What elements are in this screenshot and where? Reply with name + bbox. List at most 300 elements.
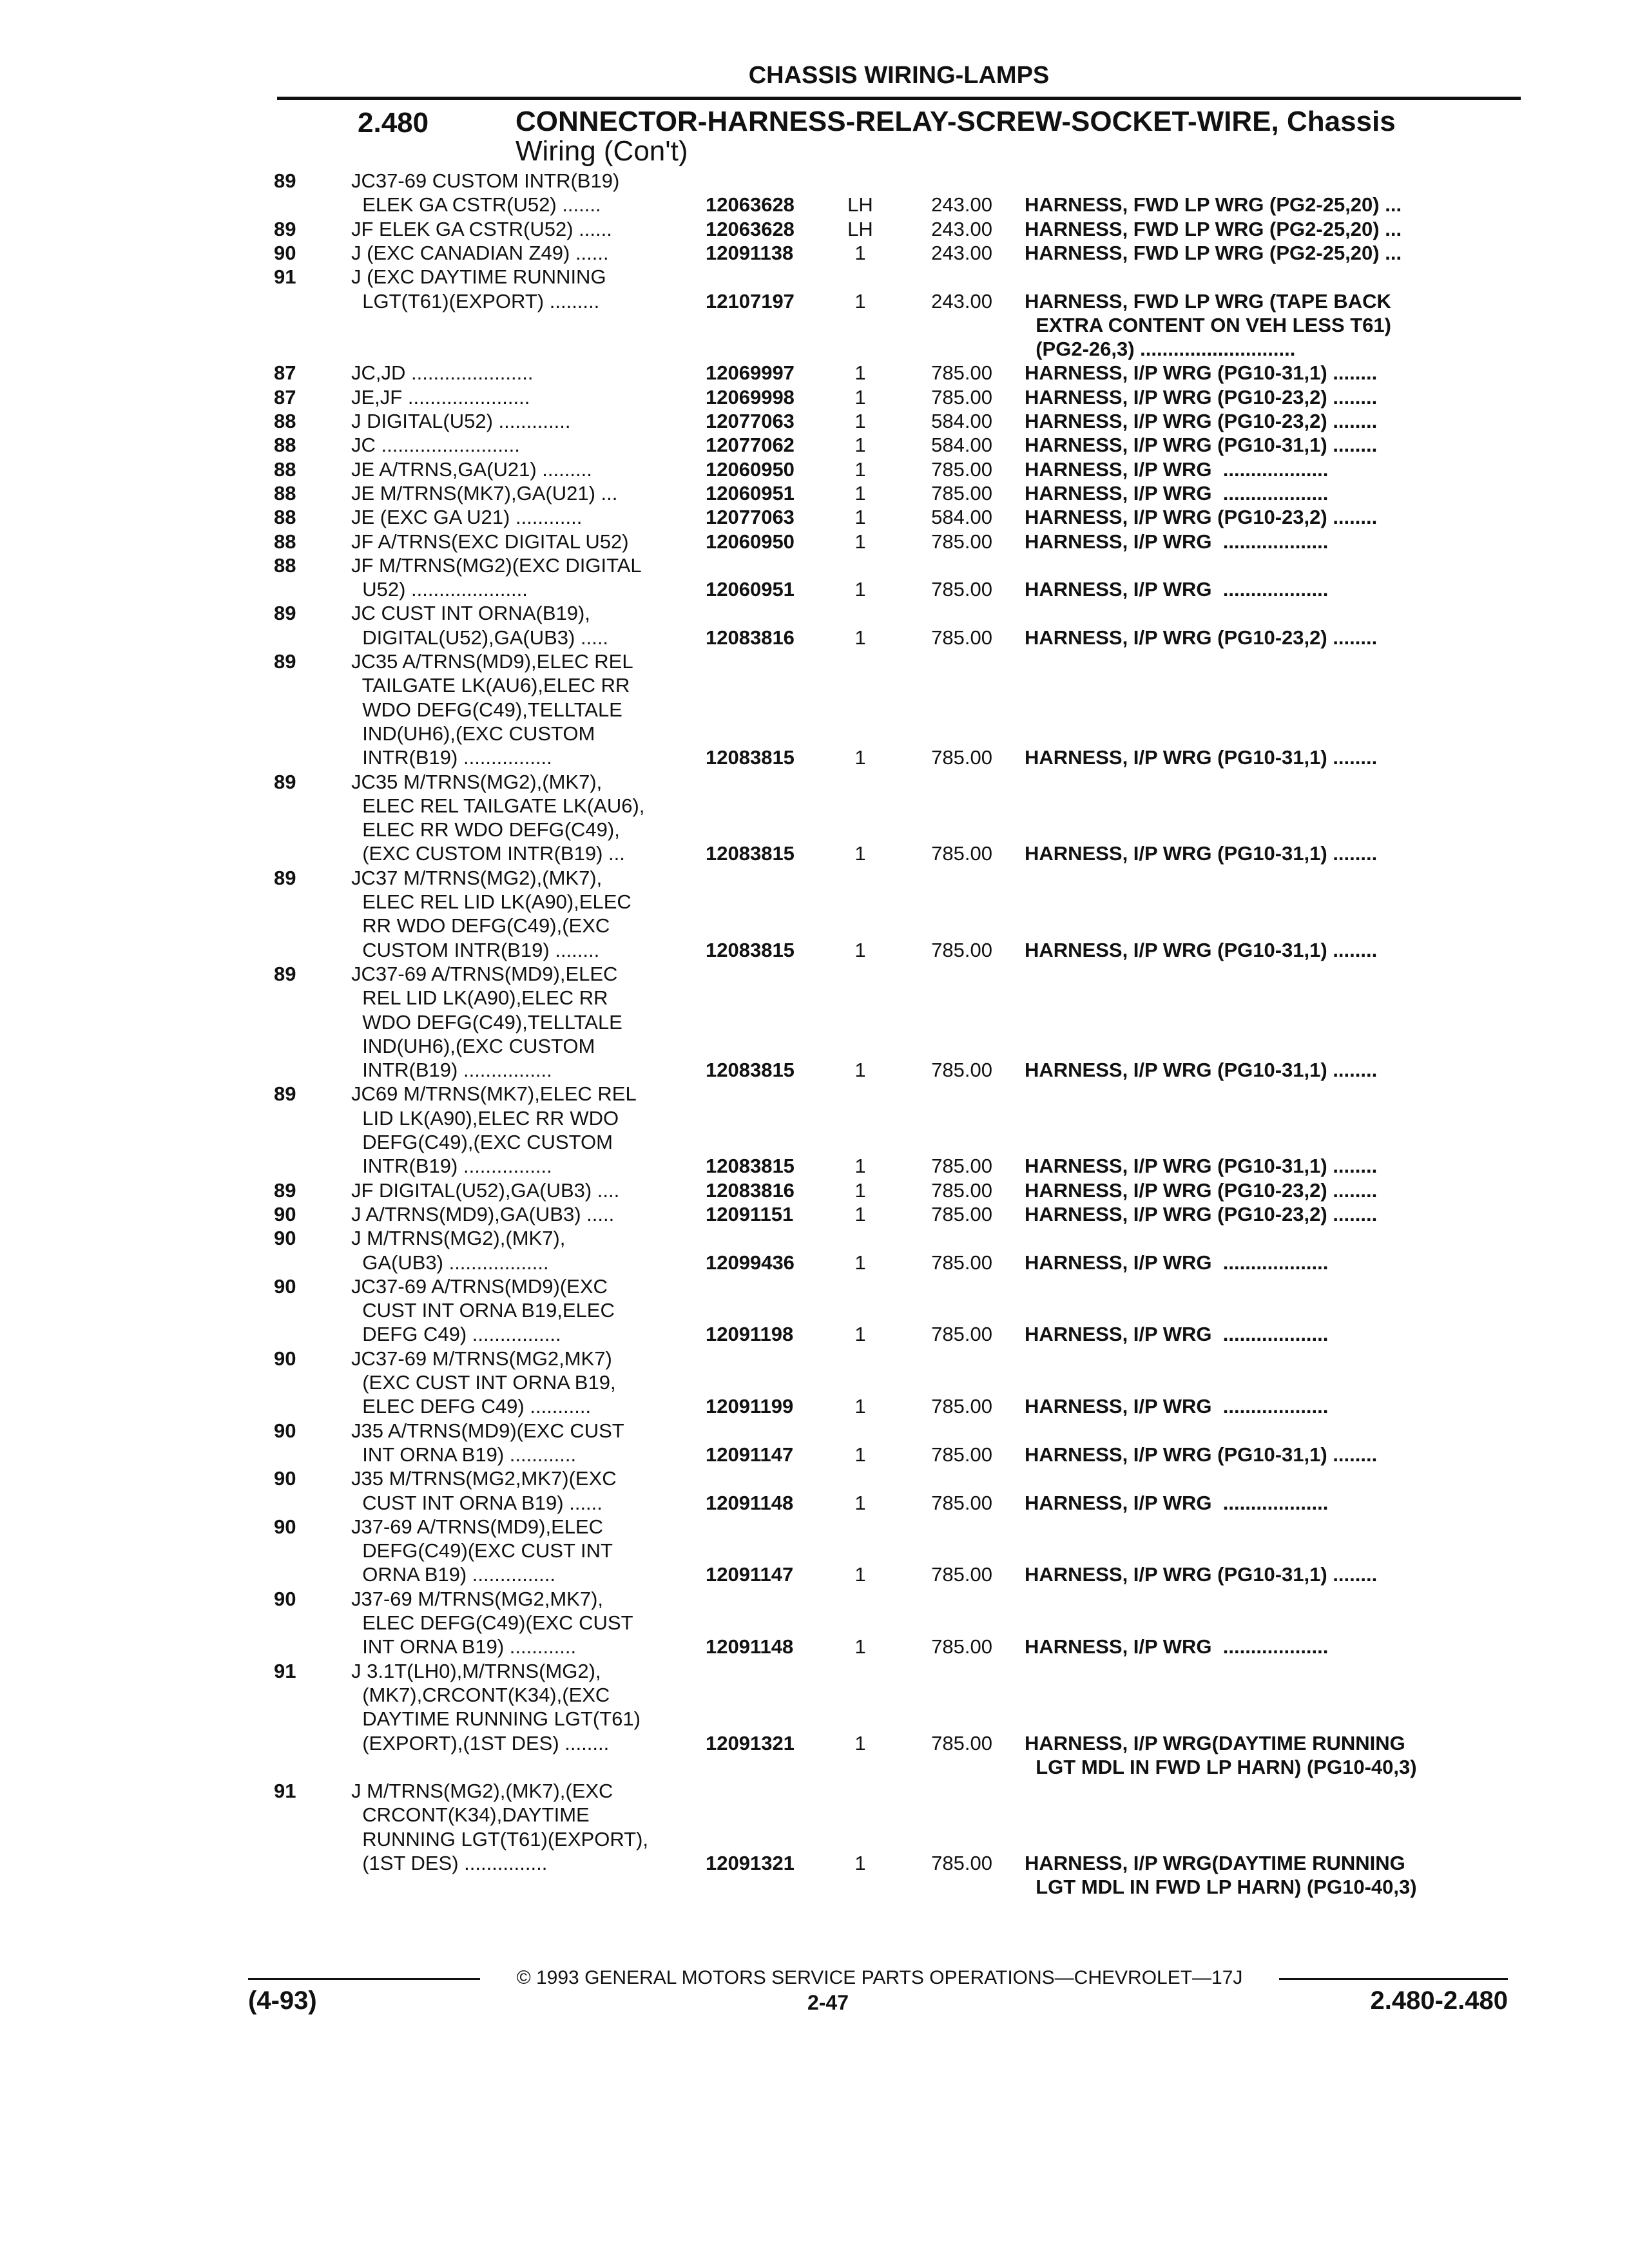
part-name: HARNESS, I/P WRG (PG10-31,1) ........ [1025,1059,1378,1082]
quantity: 1 [854,842,866,865]
usage-description: (EXC CUST INT ORNA B19, [351,1371,616,1394]
quantity [841,794,880,818]
quantity: 1 [854,1563,866,1586]
part-name: HARNESS, FWD LP WRG (TAPE BACK [1025,289,1391,312]
usage-description: ELEC REL TAILGATE LK(AU6), [351,794,645,817]
usage-description: INTR(B19) ................ [351,1059,552,1082]
part-name: HARNESS, FWD LP WRG (PG2-25,20) ... [1025,193,1402,216]
price: 785.00 [931,578,992,601]
part-number: 12083815 [706,842,795,865]
list-item [0,338,1629,361]
price: 243.00 [931,193,992,216]
usage-description: (MK7),CRCONT(K34),(EXC [351,1683,610,1706]
price [909,1876,992,1899]
part-name [1025,698,1521,722]
usage-description [351,338,693,361]
price [909,314,992,337]
quantity: 1 [854,434,866,457]
usage-description: CUST INT ORNA B19) ...... [351,1491,602,1514]
part-name: HARNESS, I/P WRG (PG10-31,1) ........ [1025,842,1378,865]
usage-description: IND(UH6),(EXC CUSTOM [351,722,595,745]
part-name: HARNESS, I/P WRG ................... [1025,481,1329,505]
usage-description: JE M/TRNS(MK7),GA(U21) ... [351,481,618,505]
part-number [706,1707,828,1731]
list-item [0,1443,1629,1466]
price [909,265,992,289]
price [909,1539,992,1562]
part-number [706,265,828,289]
list-item [0,602,1629,625]
footer-rule-right [1279,1978,1508,1980]
part-name [1025,1275,1521,1298]
part-name [1025,890,1521,914]
figure-number [274,842,319,865]
usage-description: DEFG(C49)(EXC CUST INT [351,1539,613,1562]
part-number: 12107197 [706,289,795,312]
list-item [0,1059,1629,1082]
part-name [1025,1371,1521,1394]
part-number [706,1371,828,1394]
figure-number: 91 [274,265,296,289]
part-name [1025,986,1521,1010]
list-item [0,650,1629,673]
quantity: 1 [854,530,866,553]
part-name [1025,1082,1521,1106]
quantity [841,1467,880,1490]
quantity: 1 [854,1852,866,1874]
part-name [1025,1588,1521,1611]
part-number [706,1803,828,1827]
list-item [0,1179,1629,1202]
quantity: 1 [854,626,866,649]
figure-number: 90 [274,1467,296,1490]
quantity: 1 [854,938,866,961]
list-item [0,265,1629,289]
figure-number [274,1371,319,1394]
quantity [841,1419,880,1443]
price [909,1684,992,1707]
part-name: HARNESS, I/P WRG (PG10-23,2) ........ [1025,626,1378,649]
footer-rule-left [248,1978,480,1980]
quantity [841,986,880,1010]
figure-number: 88 [274,553,296,577]
list-item [0,1611,1629,1635]
price: 584.00 [931,434,992,457]
section-title-line1: CONNECTOR-HARNESS-RELAY-SCREW-SOCKET-WIRE, Chassis [516,106,1396,137]
quantity [841,265,880,289]
part-name: HARNESS, I/P WRG (PG10-23,2) ........ [1025,506,1378,529]
list-item [0,530,1629,553]
list-item [0,1082,1629,1106]
price: 785.00 [931,530,992,553]
part-name: HARNESS, I/P WRG (PG10-31,1) ........ [1025,938,1378,961]
list-item [0,1876,1629,1899]
part-number [706,1347,828,1370]
price: 785.00 [931,842,992,865]
list-item [0,1131,1629,1154]
list-item [0,1371,1629,1394]
price [909,1803,992,1827]
list-item [0,986,1629,1010]
part-number: 12060950 [706,530,795,553]
price [909,1082,992,1106]
part-name [1025,265,1521,289]
part-name: HARNESS, I/P WRG ................... [1025,1251,1329,1274]
list-item [0,1732,1629,1755]
part-name [1025,1107,1521,1130]
quantity: LH [847,217,873,240]
price: 243.00 [931,217,992,240]
price [909,1227,992,1250]
usage-description: ELEC DEFG(C49)(EXC CUST [351,1611,633,1634]
figure-number: 89 [274,770,296,793]
price: 785.00 [931,481,992,505]
part-number [706,1588,828,1611]
quantity [841,1227,880,1250]
price [909,1035,992,1058]
price: 785.00 [931,1202,992,1225]
part-number [706,914,828,937]
price: 785.00 [931,1059,992,1082]
part-number [706,1515,828,1539]
quantity [841,650,880,673]
quantity: 1 [854,1323,866,1346]
part-number: 12091138 [706,241,794,264]
figure-number [274,578,319,601]
part-number [706,1035,828,1058]
quantity [841,1107,880,1130]
figure-number: 88 [274,434,296,457]
usage-description: J (EXC CANADIAN Z49) ...... [351,241,609,264]
price: 785.00 [931,626,992,649]
part-name: HARNESS, I/P WRG ................... [1025,1491,1329,1514]
price [909,867,992,890]
usage-description: JF M/TRNS(MG2)(EXC DIGITAL [351,553,642,577]
part-number: 12083815 [706,746,795,769]
quantity: 1 [854,1443,866,1466]
figure-number [274,818,319,841]
figure-number: 89 [274,169,296,192]
figure-number: 91 [274,1659,296,1682]
part-number: 12083815 [706,1155,795,1178]
section-title-line2: Wiring (Con't) [516,135,688,167]
list-item [0,242,1629,265]
usage-description: RR WDO DEFG(C49),(EXC [351,914,610,937]
part-number: 12083815 [706,1059,795,1082]
part-name: HARNESS, I/P WRG ................... [1025,578,1329,601]
list-item [0,1323,1629,1346]
usage-description: RUNNING LGT(T61)(EXPORT), [351,1827,649,1850]
part-name: HARNESS, I/P WRG (PG10-31,1) ........ [1025,1563,1378,1586]
quantity [841,338,880,361]
figure-number [274,1563,319,1586]
price [909,1515,992,1539]
usage-description: J 3.1T(LH0),M/TRNS(MG2), [351,1659,601,1682]
price [909,1660,992,1683]
usage-description: JC CUST INT ORNA(B19), [351,602,590,625]
list-item [0,410,1629,433]
quantity [841,1684,880,1707]
part-number: 12069997 [706,361,795,385]
part-name [1025,650,1521,673]
price: 785.00 [931,1635,992,1658]
part-number [706,698,828,722]
part-name: HARNESS, FWD LP WRG (PG2-25,20) ... [1025,217,1402,240]
usage-description [351,314,693,337]
usage-description: DIGITAL(U52),GA(UB3) ..... [351,626,609,649]
figure-number [274,1803,319,1827]
quantity: 1 [854,241,866,264]
list-item [0,1155,1629,1178]
part-name: HARNESS, I/P WRG (PG10-31,1) ........ [1025,746,1378,769]
part-name: LGT MDL IN FWD LP HARN) (PG10-40,3) [1025,1876,1417,1899]
price: 785.00 [931,385,992,408]
quantity [841,1539,880,1562]
price: 243.00 [931,241,992,264]
quantity: 1 [854,385,866,408]
part-name [1025,1467,1521,1490]
figure-number: 90 [274,241,296,264]
part-name [1025,1828,1521,1851]
usage-description: JC69 M/TRNS(MK7),ELEC REL [351,1082,637,1106]
usage-description: LGT(T61)(EXPORT) ......... [351,289,600,312]
list-item [0,1635,1629,1658]
list-item [0,914,1629,937]
figure-number [274,1684,319,1707]
usage-description: CUSTOM INTR(B19) ........ [351,938,600,961]
list-item [0,939,1629,962]
price [909,674,992,697]
price [909,1588,992,1611]
part-name: EXTRA CONTENT ON VEH LESS T61) [1025,313,1391,336]
quantity: 1 [854,1731,866,1754]
part-name: LGT MDL IN FWD LP HARN) (PG10-40,3) [1025,1755,1417,1778]
quantity [841,1371,880,1394]
list-item [0,674,1629,697]
list-item [0,434,1629,457]
part-name [1025,818,1521,841]
price [909,1756,992,1779]
part-number [706,794,828,818]
figure-number [274,1035,319,1058]
figure-number [274,1443,319,1466]
list-item [0,386,1629,409]
usage-description: J DIGITAL(U52) ............. [351,410,571,432]
list-item [0,963,1629,986]
figure-number: 88 [274,457,296,481]
usage-description: J A/TRNS(MD9),GA(UB3) ..... [351,1202,615,1225]
price [909,1299,992,1322]
list-item [0,1492,1629,1515]
figure-number: 90 [274,1227,296,1250]
part-name: HARNESS, I/P WRG(DAYTIME RUNNING [1025,1852,1405,1874]
quantity [841,1299,880,1322]
figure-number: 89 [274,602,296,625]
quantity: 1 [854,289,866,312]
part-number [706,1011,828,1034]
part-name [1025,1803,1521,1827]
price: 785.00 [931,1395,992,1418]
figure-number [274,674,319,697]
figure-number [274,1707,319,1731]
figure-number [274,1635,319,1658]
price [909,602,992,625]
usage-description: ELEC REL LID LK(A90),ELEC [351,890,631,913]
list-item [0,698,1629,722]
quantity: 1 [854,1155,866,1178]
list-item [0,361,1629,385]
figure-number [274,698,319,722]
part-name [1025,1539,1521,1562]
figure-number: 89 [274,217,296,240]
part-name: (PG2-26,3) ............................ [1025,338,1296,361]
quantity [841,1035,880,1058]
usage-description: DAYTIME RUNNING LGT(T61) [351,1707,641,1731]
part-number [706,650,828,673]
part-name: HARNESS, I/P WRG (PG10-23,2) ........ [1025,1178,1378,1202]
figure-number [274,1876,319,1899]
list-item [0,818,1629,841]
part-name [1025,1131,1521,1154]
part-number: 12077063 [706,506,795,529]
price [909,650,992,673]
figure-number [274,1395,319,1418]
part-number: 12083816 [706,1178,795,1202]
part-number: 12069998 [706,385,795,408]
list-item [0,482,1629,505]
figure-number [274,794,319,818]
usage-description: JC37-69 CUSTOM INTR(B19) [351,169,620,192]
quantity: 1 [854,1178,866,1202]
part-name: HARNESS, I/P WRG ................... [1025,1635,1329,1658]
figure-number: 88 [274,506,296,529]
figure-number: 90 [274,1202,296,1225]
part-number [706,674,828,697]
quantity [841,698,880,722]
usage-description [351,1756,693,1779]
quantity [841,818,880,841]
part-number [706,963,828,986]
part-name [1025,1035,1521,1058]
part-number: 12091199 [706,1395,794,1418]
figure-number [274,722,319,745]
part-number: 12091198 [706,1323,794,1346]
figure-number: 91 [274,1780,296,1803]
figure-number: 90 [274,1419,296,1442]
quantity [841,1515,880,1539]
price [909,1107,992,1130]
part-number [706,1131,828,1154]
list-item [0,1419,1629,1443]
figure-number [274,193,319,216]
quantity [841,1756,880,1779]
list-item [0,506,1629,529]
figure-number [274,1011,319,1034]
price [909,1131,992,1154]
list-item [0,794,1629,818]
price [909,554,992,577]
quantity: 1 [854,1395,866,1418]
price: 785.00 [931,1443,992,1466]
quantity [841,314,880,337]
list-item [0,771,1629,794]
part-name [1025,771,1521,794]
part-number [706,986,828,1010]
usage-description: JE,JF ...................... [351,385,530,408]
usage-description: INTR(B19) ................ [351,746,552,769]
quantity: 1 [854,457,866,481]
usage-description: ELEK GA CSTR(U52) ....... [351,193,601,216]
part-name: HARNESS, I/P WRG ................... [1025,1323,1329,1346]
usage-description: JF ELEK GA CSTR(U52) ...... [351,217,612,240]
quantity: 1 [854,1635,866,1658]
usage-description: JC37-69 M/TRNS(MG2,MK7) [351,1347,612,1370]
usage-description: J (EXC DAYTIME RUNNING [351,265,606,289]
usage-description: IND(UH6),(EXC CUSTOM [351,1034,595,1057]
figure-number [274,1732,319,1755]
price [909,1275,992,1298]
usage-description: ELEC DEFG C49) ........... [351,1395,592,1418]
usage-description: J35 A/TRNS(MD9)(EXC CUST [351,1419,624,1442]
part-name [1025,169,1521,193]
figure-number [274,1852,319,1875]
price [909,698,992,722]
quantity [841,1131,880,1154]
quantity: 1 [854,1251,866,1274]
price [909,1828,992,1851]
list-item [0,842,1629,865]
quantity [841,1660,880,1683]
figure-number [274,290,319,313]
figure-number: 89 [274,1178,296,1202]
quantity [841,1275,880,1298]
part-number: 12091148 [706,1491,794,1514]
list-item [0,1107,1629,1130]
page-header-title: CHASSIS WIRING-LAMPS [748,62,1050,89]
price: 785.00 [931,1491,992,1514]
part-number [706,1828,828,1851]
price [909,169,992,193]
footer-section-range: 2.480-2.480 [1370,1986,1508,2015]
price: 785.00 [931,1251,992,1274]
part-name [1025,1227,1521,1250]
usage-description: JC ......................... [351,434,520,457]
part-number: 12060950 [706,457,795,481]
part-number: 12099436 [706,1251,795,1274]
usage-description: LID LK(A90),ELEC RR WDO [351,1106,619,1129]
usage-description: INT ORNA B19) ............ [351,1443,577,1466]
usage-description: REL LID LK(A90),ELEC RR [351,986,608,1010]
figure-number: 87 [274,361,296,385]
figure-number: 88 [274,530,296,553]
usage-description: INTR(B19) ................ [351,1155,552,1178]
figure-number: 89 [274,962,296,985]
part-number [706,1684,828,1707]
quantity [841,169,880,193]
usage-description [351,1876,693,1899]
quantity [841,602,880,625]
quantity [841,867,880,890]
part-number: 12091147 [706,1443,794,1466]
list-item [0,1780,1629,1803]
list-item [0,290,1629,313]
list-item [0,1707,1629,1731]
price: 785.00 [931,938,992,961]
figure-number: 88 [274,410,296,432]
figure-number [274,1155,319,1178]
part-name [1025,1299,1521,1322]
price [909,1011,992,1034]
